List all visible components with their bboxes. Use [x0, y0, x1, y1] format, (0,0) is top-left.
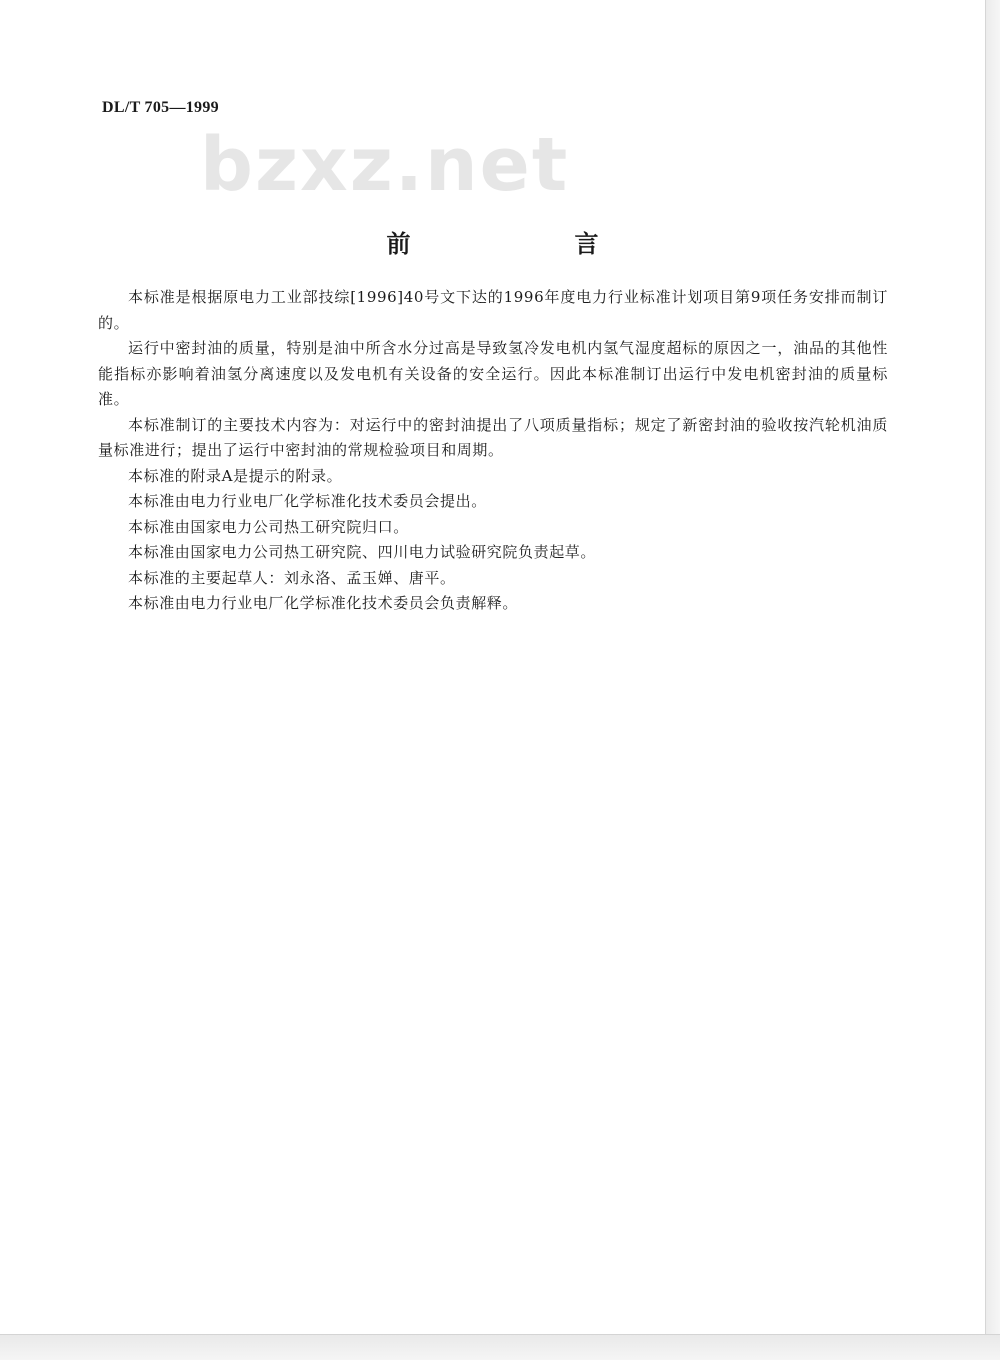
paragraph: 本标准由电力行业电厂化学标准化技术委员会负责解释。 — [128, 594, 519, 612]
page-title: 前 言 — [386, 229, 669, 258]
paragraph: 本标准由电力行业电厂化学标准化技术委员会提出。 — [128, 492, 487, 510]
page-edge-right — [985, 0, 1000, 1359]
paragraph: 本标准由国家电力公司热工研究院归口。 — [128, 517, 409, 536]
paragraph: 本标准是根据原电力工业部技综[1996]40号文下达的1996年度电力行业标准计划项目第9项任务安排而制订的。 — [98, 288, 888, 332]
page-edge-bottom — [0, 1334, 1000, 1360]
standard-code: DL/T 705—1999 — [102, 99, 219, 116]
paragraph: 本标准由国家电力公司热工研究院、四川电力试验研究院负责起草。 — [128, 543, 597, 561]
paragraph: 运行中密封油的质量，特别是油中所含水分过高是导致氢冷发电机内氢气湿度超标的原因之一，油品的其他性能指标亦影响着油氢分离速度以及发电机有关设备的安全运行。因此本标准制订出运行中发电机密封油的质量标准。 — [98, 339, 888, 408]
watermark: bzxz.net — [200, 122, 570, 208]
paragraph: 本标准制订的主要技术内容为：对运行中的密封油提出了八项质量指标；规定了新密封油的验收按汽轮机油质量标准进行；提出了运行中密封油的常规检验项目和周期。 — [98, 415, 888, 459]
paragraph: 本标准的附录A是提示的附录。 — [128, 466, 343, 485]
paragraph: 本标准的主要起草人：刘永洛、孟玉婵、唐平。 — [128, 568, 456, 587]
foreword-body — [98, 285, 888, 617]
